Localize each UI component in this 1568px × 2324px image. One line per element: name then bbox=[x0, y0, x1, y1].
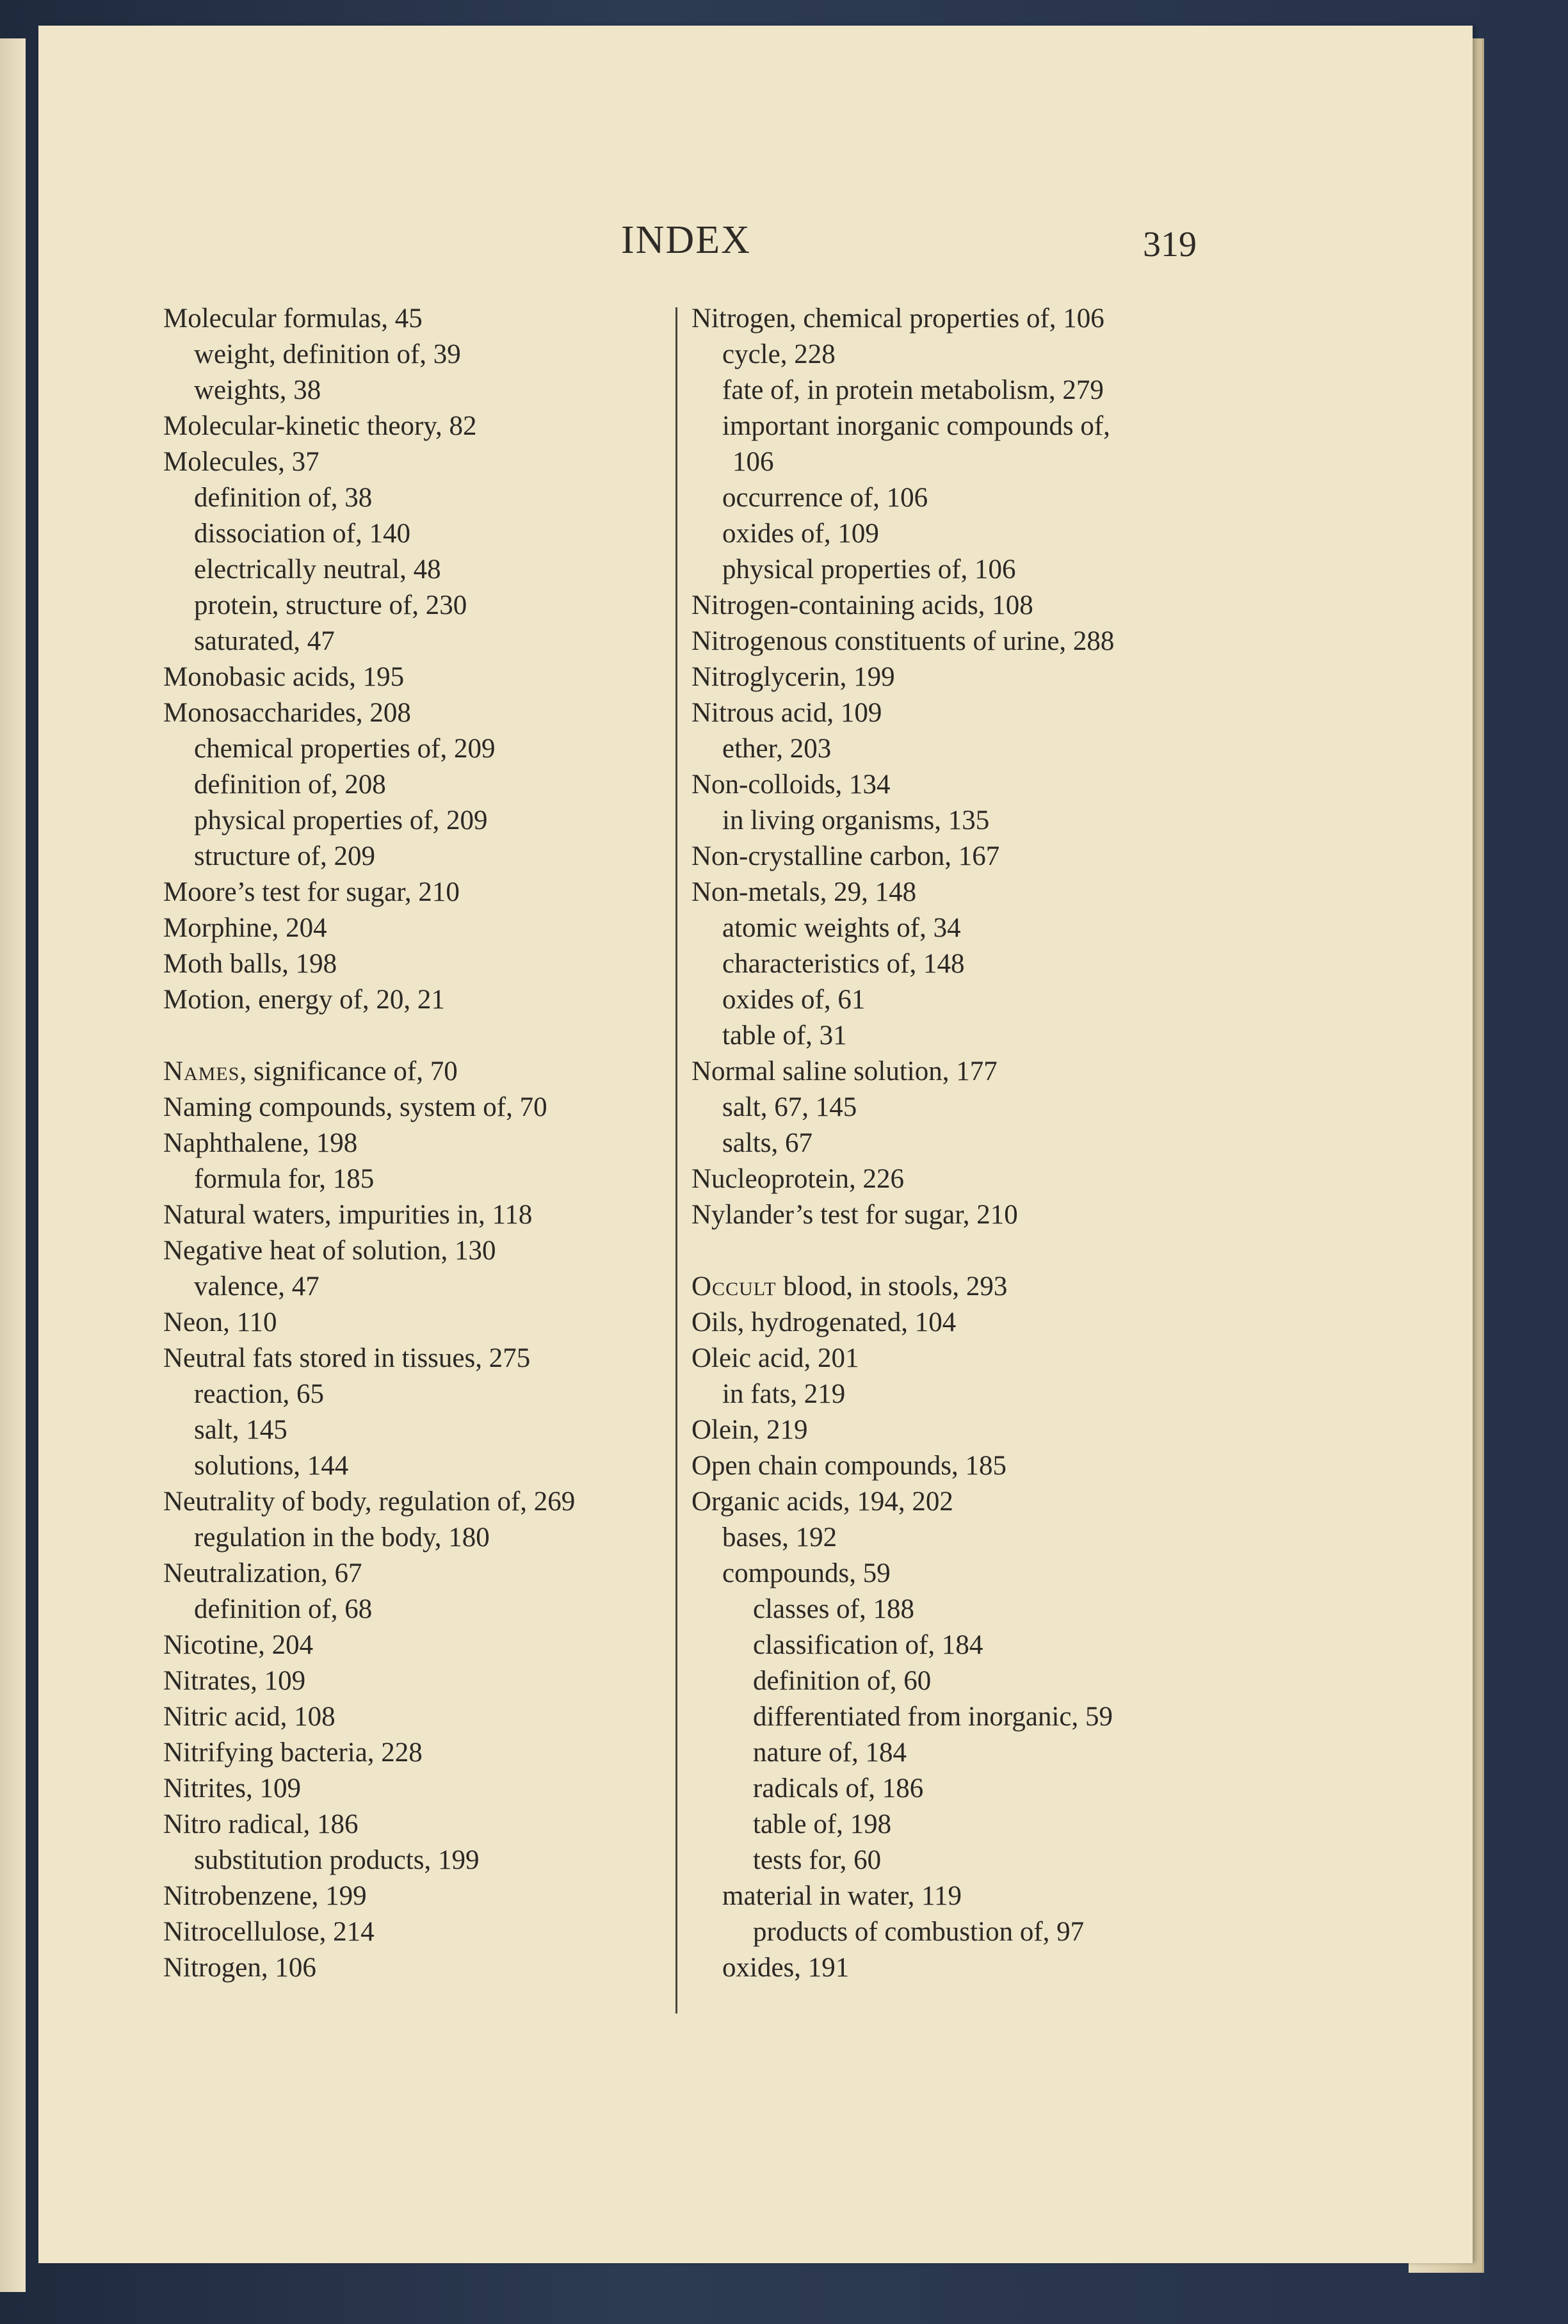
index-entry-text: Naming compounds, system of, 70 bbox=[163, 1092, 547, 1122]
index-entry-text: physical properties of, 106 bbox=[722, 554, 1016, 585]
index-entry bbox=[691, 1126, 1255, 1161]
index-entry-text: material in water, 119 bbox=[722, 1881, 962, 1911]
index-entry-text: Morphine, 204 bbox=[163, 913, 327, 943]
index-entry bbox=[691, 1771, 1255, 1807]
index-entry-text: formula for, 185 bbox=[194, 1164, 375, 1194]
index-entry-text: Neutralization, 67 bbox=[163, 1558, 362, 1588]
index-entry bbox=[163, 910, 688, 946]
index-entry-text: in fats, 219 bbox=[722, 1379, 846, 1409]
index-entry bbox=[691, 408, 1255, 444]
index-entry bbox=[691, 1556, 1255, 1592]
index-entry-text: Nitrites, 109 bbox=[163, 1773, 301, 1804]
index-entry bbox=[691, 1341, 1255, 1376]
index-entry-text: definition of, 68 bbox=[194, 1594, 373, 1624]
index-entry-text: 106 bbox=[732, 447, 774, 477]
section-lead-word: Occult bbox=[691, 1271, 777, 1302]
index-entry-text: definition of, 38 bbox=[194, 483, 373, 513]
index-entry-text: Nicotine, 204 bbox=[163, 1630, 314, 1660]
index-entry-text: Nucleoprotein, 226 bbox=[691, 1164, 904, 1194]
index-entry-text: Neutral fats stored in tissues, 275 bbox=[163, 1343, 531, 1373]
running-head bbox=[38, 218, 1473, 269]
index-entry-text: bases, 192 bbox=[722, 1522, 837, 1553]
index-entry bbox=[691, 1054, 1255, 1090]
index-entry bbox=[691, 910, 1255, 946]
index-entry-text: Non-crystalline carbon, 167 bbox=[691, 841, 1000, 871]
index-entry bbox=[163, 731, 688, 767]
index-entry-text: valence, 47 bbox=[194, 1271, 319, 1302]
index-entry bbox=[691, 1663, 1255, 1699]
index-entry bbox=[163, 516, 688, 552]
index-entry-text: substitution products, 199 bbox=[194, 1845, 480, 1875]
section-gap bbox=[691, 1233, 1255, 1269]
index-entry-text: radicals of, 186 bbox=[753, 1773, 924, 1804]
index-entry-text: differentiated from inorganic, 59 bbox=[753, 1702, 1113, 1732]
index-entry bbox=[163, 1520, 688, 1556]
index-entry bbox=[163, 301, 688, 337]
index-column-left bbox=[163, 301, 688, 1986]
index-entry bbox=[163, 1305, 688, 1341]
index-entry bbox=[691, 1843, 1255, 1878]
index-entry-text: cycle, 228 bbox=[722, 339, 836, 369]
index-entry-text: salts, 67 bbox=[722, 1128, 812, 1158]
index-entry bbox=[691, 875, 1255, 910]
index-entry bbox=[691, 1305, 1255, 1341]
index-entry bbox=[691, 1807, 1255, 1843]
index-entry bbox=[691, 1269, 1255, 1305]
index-entry-text: Molecular formulas, 45 bbox=[163, 303, 423, 334]
index-entry bbox=[163, 1878, 688, 1914]
index-entry bbox=[691, 1914, 1255, 1950]
index-entry-text: Nylander’s test for sugar, 210 bbox=[691, 1200, 1018, 1230]
index-entry bbox=[163, 839, 688, 875]
index-entry-text: Naphthalene, 198 bbox=[163, 1128, 358, 1158]
index-entry-text: oxides, 191 bbox=[722, 1953, 850, 1983]
index-entry-text: Neon, 110 bbox=[163, 1307, 277, 1337]
index-entry bbox=[163, 1269, 688, 1305]
index-entry bbox=[691, 588, 1255, 624]
index-entry bbox=[163, 1412, 688, 1448]
index-entry-text: characteristics of, 148 bbox=[722, 949, 965, 979]
index-entry bbox=[163, 1627, 688, 1663]
index-entry bbox=[691, 444, 1255, 480]
index-entry bbox=[163, 659, 688, 695]
index-entry-text: Monobasic acids, 195 bbox=[163, 662, 405, 692]
index-entry-text: Nitrogen, 106 bbox=[163, 1953, 316, 1983]
index-entry-text: Molecules, 37 bbox=[163, 447, 319, 477]
index-entry-text: Nitric acid, 108 bbox=[163, 1702, 335, 1732]
index-entry-text: Nitrogen, chemical properties of, 106 bbox=[691, 303, 1104, 334]
index-entry bbox=[691, 1520, 1255, 1556]
index-entry-text: Nitro radical, 186 bbox=[163, 1809, 359, 1839]
index-entry bbox=[163, 695, 688, 731]
index-entry bbox=[691, 624, 1255, 659]
index-entry bbox=[163, 1699, 688, 1735]
page-title: INDEX bbox=[621, 218, 751, 262]
index-entry bbox=[163, 444, 688, 480]
index-entry-text: Nitrobenzene, 199 bbox=[163, 1881, 367, 1911]
index-entry bbox=[163, 1161, 688, 1197]
index-entry-text: compounds, 59 bbox=[722, 1558, 891, 1588]
index-entry bbox=[163, 1914, 688, 1950]
index-entry bbox=[691, 1018, 1255, 1054]
index-entry-text: classification of, 184 bbox=[753, 1630, 983, 1660]
index-entry-text: Monosaccharides, 208 bbox=[163, 698, 411, 728]
index-entry-text: occurrence of, 106 bbox=[722, 483, 928, 513]
index-entry-text: Non-metals, 29, 148 bbox=[691, 877, 917, 907]
index-entry-text: structure of, 209 bbox=[194, 841, 376, 871]
index-entry bbox=[691, 946, 1255, 982]
index-entry-text: oxides of, 109 bbox=[722, 519, 879, 549]
index-entry bbox=[691, 516, 1255, 552]
index-entry-text: Natural waters, impurities in, 118 bbox=[163, 1200, 533, 1230]
index-entry-text: , significance of, 70 bbox=[239, 1056, 458, 1086]
index-entry-text: oxides of, 61 bbox=[722, 985, 866, 1015]
page-number: 319 bbox=[1143, 225, 1197, 264]
index-entry-text: classes of, 188 bbox=[753, 1594, 914, 1624]
index-entry-text: Olein, 219 bbox=[691, 1415, 808, 1445]
index-entry-text: important inorganic compounds of, bbox=[722, 411, 1110, 441]
index-entry bbox=[691, 1735, 1255, 1771]
index-entry bbox=[163, 803, 688, 839]
index-entry-text: blood, in stools, 293 bbox=[776, 1271, 1008, 1302]
index-entry-text: Moore’s test for sugar, 210 bbox=[163, 877, 460, 907]
index-entry-text: tests for, 60 bbox=[753, 1845, 882, 1875]
index-entry-text: Nitrates, 109 bbox=[163, 1666, 306, 1696]
index-entry bbox=[691, 982, 1255, 1018]
index-entry-text: definition of, 208 bbox=[194, 770, 386, 800]
index-entry bbox=[163, 337, 688, 373]
index-entry bbox=[163, 480, 688, 516]
column-divider bbox=[675, 307, 677, 2013]
index-entry bbox=[163, 552, 688, 588]
index-entry bbox=[691, 373, 1255, 408]
index-entry-text: Organic acids, 194, 202 bbox=[691, 1487, 953, 1517]
index-entry bbox=[691, 337, 1255, 373]
index-entry-text: Nitroglycerin, 199 bbox=[691, 662, 895, 692]
index-entry bbox=[691, 1412, 1255, 1448]
index-entry bbox=[163, 1735, 688, 1771]
index-entry bbox=[163, 875, 688, 910]
index-entry bbox=[691, 731, 1255, 767]
index-entry bbox=[163, 1843, 688, 1878]
index-entry-text: Molecular-kinetic theory, 82 bbox=[163, 411, 477, 441]
index-entry-text: fate of, in protein metabolism, 279 bbox=[722, 375, 1104, 405]
index-entry-text: Neutrality of body, regulation of, 269 bbox=[163, 1487, 576, 1517]
index-entry-text: weight, definition of, 39 bbox=[194, 339, 461, 369]
index-entry bbox=[691, 659, 1255, 695]
section-gap bbox=[163, 1018, 688, 1054]
index-entry-text: regulation in the body, 180 bbox=[194, 1522, 490, 1553]
index-entry-text: Motion, energy of, 20, 21 bbox=[163, 985, 445, 1015]
index-entry-text: Nitrous acid, 109 bbox=[691, 698, 882, 728]
index-entry-text: definition of, 60 bbox=[753, 1666, 932, 1696]
index-entry bbox=[691, 1627, 1255, 1663]
index-entry bbox=[691, 1878, 1255, 1914]
index-entry-text: protein, structure of, 230 bbox=[194, 590, 467, 620]
index-entry bbox=[691, 1950, 1255, 1986]
index-entry bbox=[163, 1376, 688, 1412]
index-entry bbox=[691, 803, 1255, 839]
index-entry-text: Nitrogen-containing acids, 108 bbox=[691, 590, 1033, 620]
index-entry-text: Non-colloids, 134 bbox=[691, 770, 891, 800]
index-entry-text: in living organisms, 135 bbox=[722, 805, 990, 835]
index-entry-text: physical properties of, 209 bbox=[194, 805, 488, 835]
index-entry-text: Nitrogenous constituents of urine, 288 bbox=[691, 626, 1115, 656]
index-entry bbox=[691, 767, 1255, 803]
index-entry-text: Negative heat of solution, 130 bbox=[163, 1236, 496, 1266]
index-entry bbox=[163, 767, 688, 803]
index-entry-text: electrically neutral, 48 bbox=[194, 554, 441, 585]
index-entry bbox=[691, 301, 1255, 337]
index-entry-text: table of, 31 bbox=[722, 1021, 847, 1051]
book-page bbox=[38, 26, 1473, 2263]
index-entry bbox=[163, 1771, 688, 1807]
section-lead-word: Names bbox=[163, 1056, 240, 1086]
index-entry bbox=[163, 1484, 688, 1520]
index-entry bbox=[163, 624, 688, 659]
index-entry bbox=[163, 1090, 688, 1126]
index-entry-text: saturated, 47 bbox=[194, 626, 335, 656]
left-page-edge bbox=[0, 38, 26, 2292]
index-entry-text: Open chain compounds, 185 bbox=[691, 1451, 1007, 1481]
index-entry bbox=[163, 1126, 688, 1161]
index-entry-text: nature of, 184 bbox=[753, 1738, 907, 1768]
index-entry bbox=[163, 588, 688, 624]
index-entry bbox=[691, 695, 1255, 731]
index-entry-text: Nitrifying bacteria, 228 bbox=[163, 1738, 423, 1768]
index-entry bbox=[691, 1161, 1255, 1197]
index-entry-text: dissociation of, 140 bbox=[194, 519, 410, 549]
index-entry bbox=[691, 552, 1255, 588]
index-entry-text: Oils, hydrogenated, 104 bbox=[691, 1307, 957, 1337]
index-entry-text: salt, 145 bbox=[194, 1415, 287, 1445]
index-entry-text: chemical properties of, 209 bbox=[194, 734, 496, 764]
index-entry bbox=[163, 946, 688, 982]
index-entry-text: Normal saline solution, 177 bbox=[691, 1056, 998, 1086]
index-entry-text: atomic weights of, 34 bbox=[722, 913, 961, 943]
index-entry-text: Nitrocellulose, 214 bbox=[163, 1917, 375, 1947]
index-entry bbox=[163, 1663, 688, 1699]
index-entry bbox=[163, 1556, 688, 1592]
index-entry-text: products of combustion of, 97 bbox=[753, 1917, 1085, 1947]
index-entry bbox=[691, 1197, 1255, 1233]
index-entry-text: salt, 67, 145 bbox=[722, 1092, 857, 1122]
index-entry bbox=[691, 1699, 1255, 1735]
index-entry-text: Moth balls, 198 bbox=[163, 949, 337, 979]
index-entry bbox=[691, 1376, 1255, 1412]
index-entry bbox=[163, 373, 688, 408]
index-entry bbox=[163, 1197, 688, 1233]
index-entry-text: solutions, 144 bbox=[194, 1451, 349, 1481]
index-column-right bbox=[691, 301, 1255, 1986]
index-entry bbox=[691, 1090, 1255, 1126]
index-entry bbox=[691, 839, 1255, 875]
index-entry bbox=[163, 408, 688, 444]
index-entry bbox=[163, 1054, 688, 1090]
index-entry bbox=[163, 1341, 688, 1376]
index-entry-text: reaction, 65 bbox=[194, 1379, 324, 1409]
index-entry-text: ether, 203 bbox=[722, 734, 832, 764]
index-entry bbox=[163, 1592, 688, 1627]
index-entry-text: Oleic acid, 201 bbox=[691, 1343, 859, 1373]
index-entry bbox=[163, 1950, 688, 1986]
index-entry bbox=[691, 1484, 1255, 1520]
index-entry bbox=[691, 1592, 1255, 1627]
index-entry-text: weights, 38 bbox=[194, 375, 321, 405]
index-entry bbox=[163, 982, 688, 1018]
index-entry bbox=[691, 480, 1255, 516]
index-entry bbox=[691, 1448, 1255, 1484]
index-entry bbox=[163, 1233, 688, 1269]
index-entry bbox=[163, 1448, 688, 1484]
index-entry bbox=[163, 1807, 688, 1843]
index-entry-text: table of, 198 bbox=[753, 1809, 892, 1839]
